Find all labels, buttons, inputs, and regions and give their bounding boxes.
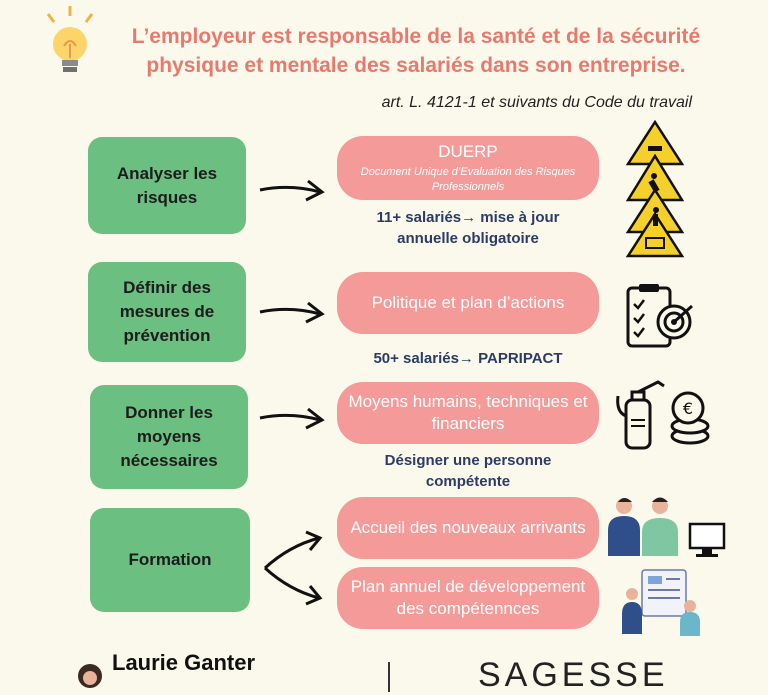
outcome-accueil: Accueil des nouveaux arrivants — [337, 497, 599, 559]
note-duerp: 11+ salariés→ mise à jour annuelle obligatoire — [376, 209, 560, 247]
outcome-politique: Politique et plan d’actions — [337, 272, 599, 334]
arrow-analyser — [258, 176, 328, 206]
outcome-plan: Plan annuel de développement des compétennces — [337, 567, 599, 629]
avatar-icon — [76, 662, 104, 690]
outcome-moyens: Moyens humains, techniques et financiers — [337, 382, 599, 444]
step-donner: Donner les moyens nécessaires — [90, 385, 248, 489]
onboarding-people-icon — [602, 494, 730, 558]
main-heading: L’employeur est responsable de la santé et de la sécurité physique et mentale des salariés dans son entreprise. — [131, 25, 701, 77]
step-formation: Formation — [90, 508, 250, 612]
note-personne: Désigner une personne compétente — [384, 452, 552, 490]
note-paprip: 50+ salariés→ PAPRIPACT — [373, 350, 563, 367]
arrow-donner — [258, 404, 328, 434]
author-name: Laurie Ganter — [112, 650, 256, 675]
fire-extinguisher-coins-icon — [612, 376, 712, 452]
footer-divider — [388, 662, 390, 692]
outcome-duerp: DUERP Document Unique d’Evaluation des Risques Professionnels — [337, 136, 599, 200]
lightbulb-icon — [42, 4, 98, 80]
step-analyser: Analyser les risques — [88, 137, 246, 234]
brand-logo: SAGESSE — [478, 656, 669, 694]
training-people-icon — [618, 566, 708, 636]
step-definir: Définir des mesures de prévention — [88, 262, 246, 362]
arrow-definir — [258, 298, 328, 328]
warning-signs-icon — [624, 118, 686, 258]
svg-text:€: € — [682, 399, 694, 418]
legal-reference: art. L. 4121-1 et suivants du Code du travail — [381, 94, 692, 111]
arrow-formation-split — [262, 530, 326, 606]
clipboard-target-icon — [622, 282, 696, 352]
